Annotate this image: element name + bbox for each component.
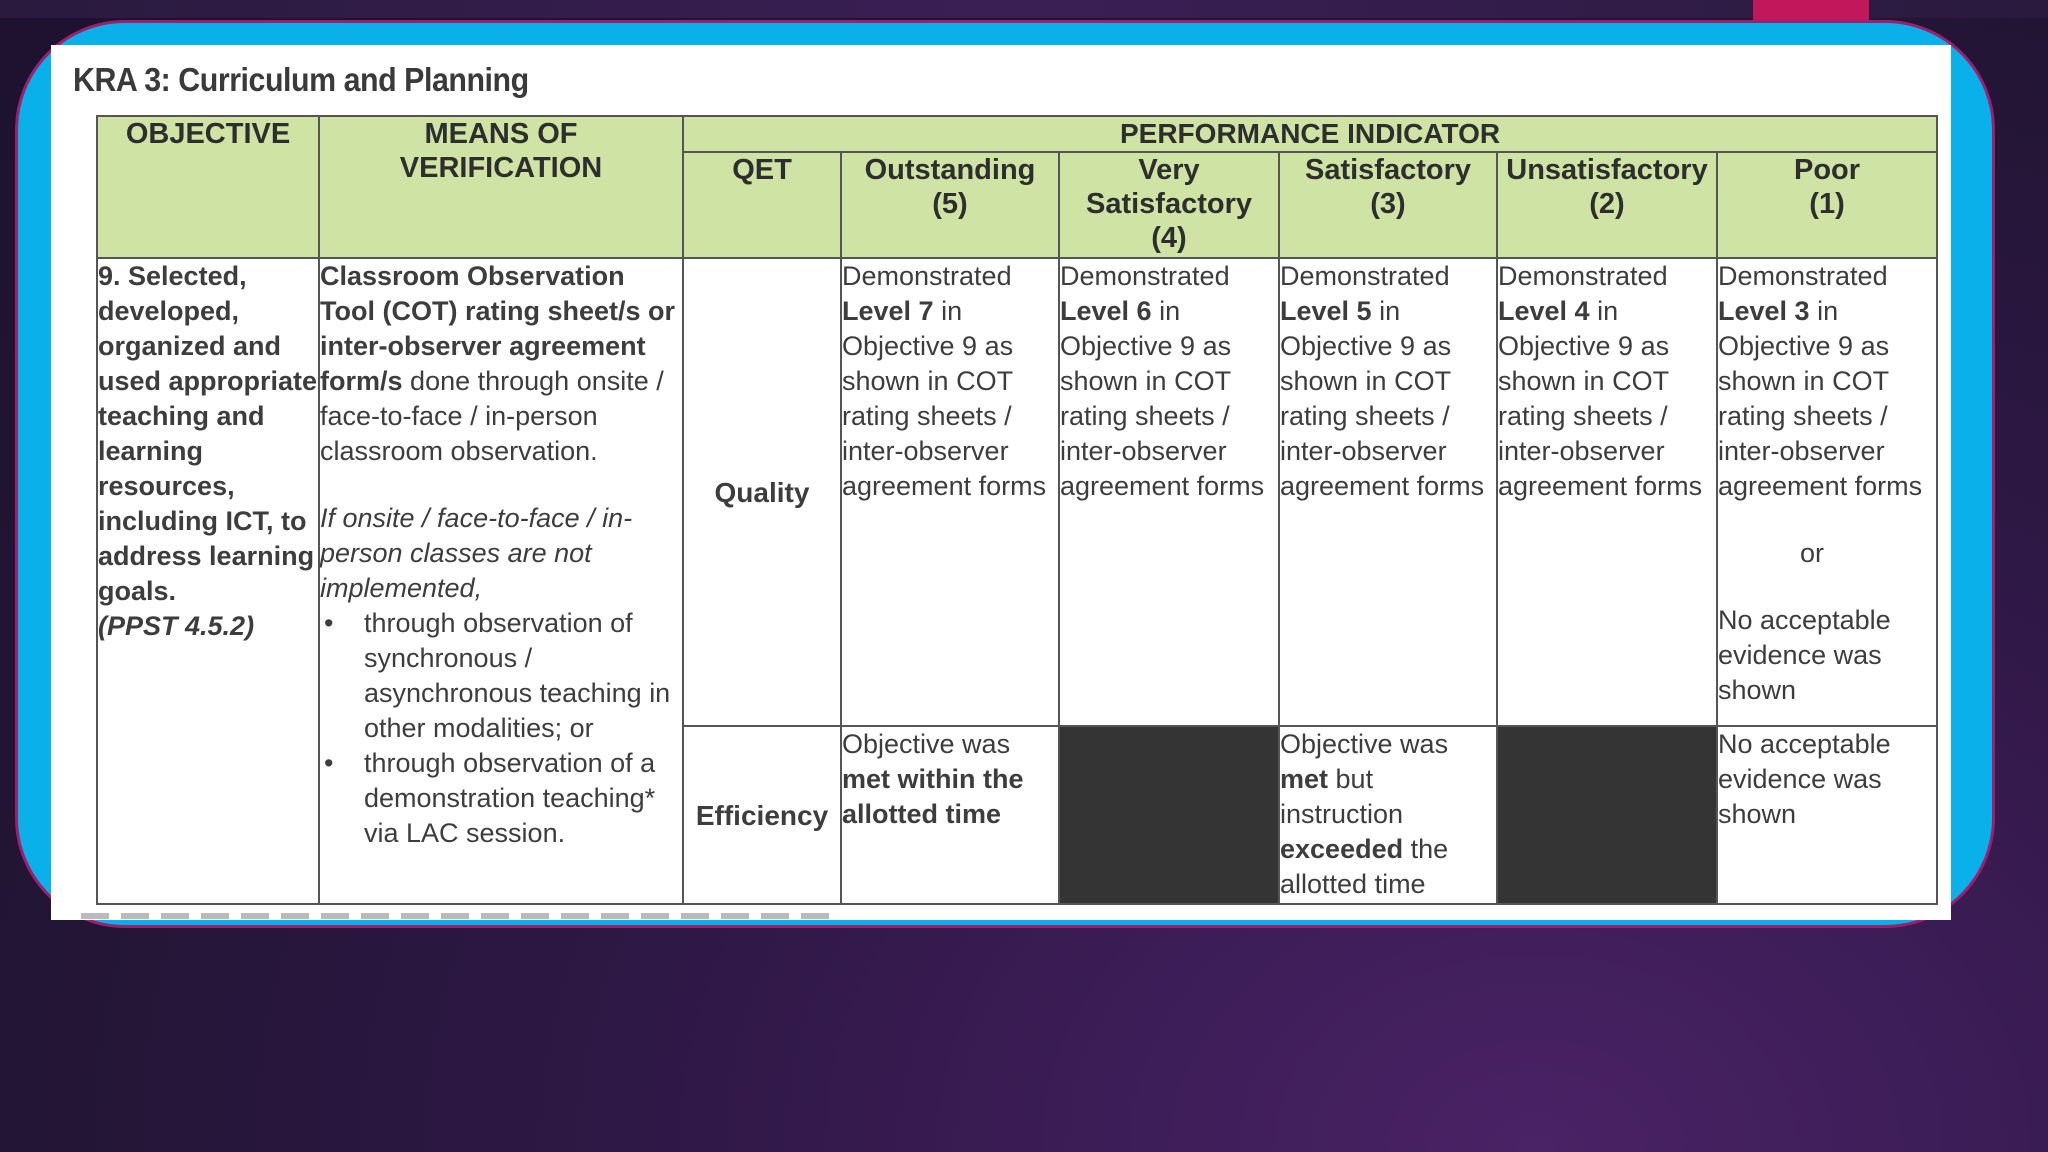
- level-score: (2): [1589, 188, 1625, 220]
- qet-quality-label: Quality: [683, 258, 841, 726]
- mov-bold-text: Classroom Observation Tool (COT) rating sheet/s or inter-observer agreement form/s: [320, 261, 676, 396]
- cell-pre: Demonstrated: [1498, 261, 1668, 291]
- quality-poor-cell: [1717, 258, 1937, 726]
- cell-bold: met within the allotted time: [842, 764, 1024, 829]
- cell-pre: Demonstrated: [1060, 261, 1230, 291]
- poor-extra-text: No acceptable evidence was shown: [1718, 605, 1891, 705]
- mov-bullet-list: [320, 606, 682, 851]
- efficiency-outstanding-cell: [841, 726, 1059, 904]
- efficiency-poor-cell: No acceptable evidence was shown: [1717, 726, 1937, 904]
- header-objective: OBJECTIVE: [97, 116, 319, 258]
- cell-level: Level 5: [1280, 296, 1372, 326]
- cell-post: in Objective 9 as shown in COT rating sheets / inter-observer agreement forms: [842, 296, 1047, 501]
- level-score: (4): [1151, 222, 1187, 254]
- efficiency-unsatisfactory-blank: [1497, 726, 1717, 904]
- cell-post: in Objective 9 as shown in COT rating sheets / inter-observer agreement forms: [1060, 296, 1265, 501]
- cell-post: the allotted time: [1280, 834, 1449, 899]
- header-satisfactory: [1279, 152, 1497, 258]
- objective-text: 9. Selected, developed, organized and used appropriate teaching and learning resources, including ICT, to address learning goals.: [98, 261, 318, 606]
- header-performance-indicator: PERFORMANCE INDICATOR: [683, 116, 1937, 152]
- quality-outstanding-cell: [841, 258, 1059, 726]
- document-title: KRA 3: Curriculum and Planning: [73, 61, 529, 98]
- list-item: • through observation of synchronous / asynchronous teaching in other modalities; or: [364, 606, 682, 746]
- means-of-verification-cell: [319, 258, 683, 904]
- level-score: (1): [1809, 188, 1845, 220]
- level-name: Unsatisfactory: [1506, 154, 1708, 186]
- quality-very-satisfactory-cell: [1059, 258, 1279, 726]
- poor-or-text: or: [1800, 538, 1825, 568]
- cell-level: Level 7: [842, 296, 934, 326]
- spacer: [1718, 571, 1936, 603]
- header-outstanding: [841, 152, 1059, 258]
- level-name: Poor: [1793, 154, 1861, 186]
- list-item: • through observation of a demonstration teaching* via LAC session.: [364, 746, 682, 851]
- header-qet: QET: [683, 152, 841, 258]
- quality-unsatisfactory-cell: [1497, 258, 1717, 726]
- objective-cell: [97, 258, 319, 904]
- cell-level: Level 3: [1718, 296, 1810, 326]
- mov-italic-text: If onsite / face-to-face / in-person classes are not implemented,: [320, 503, 633, 603]
- level-score: (3): [1370, 188, 1406, 220]
- cell-post: in Objective 9 as shown in COT rating sheets / inter-observer agreement forms: [1280, 296, 1485, 501]
- cell-level: Level 4: [1498, 296, 1590, 326]
- quality-satisfactory-cell: [1279, 258, 1497, 726]
- header-poor: [1717, 152, 1937, 258]
- cell-bold: exceeded: [1280, 834, 1404, 864]
- level-name: Very Satisfactory: [1085, 154, 1252, 220]
- cell-pre: Objective was: [842, 729, 1011, 759]
- level-score: (5): [932, 188, 968, 220]
- cell-level: Level 6: [1060, 296, 1152, 326]
- kra-table: [96, 115, 1938, 905]
- cell-mid: but instruction: [1280, 764, 1404, 829]
- document-image: [51, 45, 1951, 920]
- cell-post: in Objective 9 as shown in COT rating sheets / inter-observer agreement forms: [1498, 296, 1703, 501]
- spacer: [1718, 504, 1936, 536]
- accent-tab: [1753, 0, 1869, 20]
- cell-post: in Objective 9 as shown in COT rating sheets / inter-observer agreement forms: [1718, 296, 1923, 501]
- cell-pre: Demonstrated: [842, 261, 1012, 291]
- cell-pre: Objective was: [1280, 729, 1449, 759]
- cell-bold: met: [1280, 764, 1329, 794]
- cell-pre: Demonstrated: [1718, 261, 1888, 291]
- objective-ref: (PPST 4.5.2): [98, 611, 255, 641]
- footnote-fragment: [81, 913, 841, 919]
- header-unsatisfactory: [1497, 152, 1717, 258]
- level-name: Outstanding: [864, 154, 1036, 186]
- qet-efficiency-label: Efficiency: [683, 726, 841, 904]
- efficiency-very-satisfactory-blank: [1059, 726, 1279, 904]
- spacer: [320, 469, 682, 501]
- header-very-satisfactory: [1059, 152, 1279, 258]
- mov-text: done through onsite / face-to-face / in-person classroom observation.: [320, 366, 664, 466]
- cell-pre: Demonstrated: [1280, 261, 1450, 291]
- header-means-of-verification: MEANS OF VERIFICATION: [319, 116, 683, 258]
- efficiency-satisfactory-cell: [1279, 726, 1497, 904]
- top-strip: [0, 0, 2048, 18]
- level-name: Satisfactory: [1304, 154, 1471, 186]
